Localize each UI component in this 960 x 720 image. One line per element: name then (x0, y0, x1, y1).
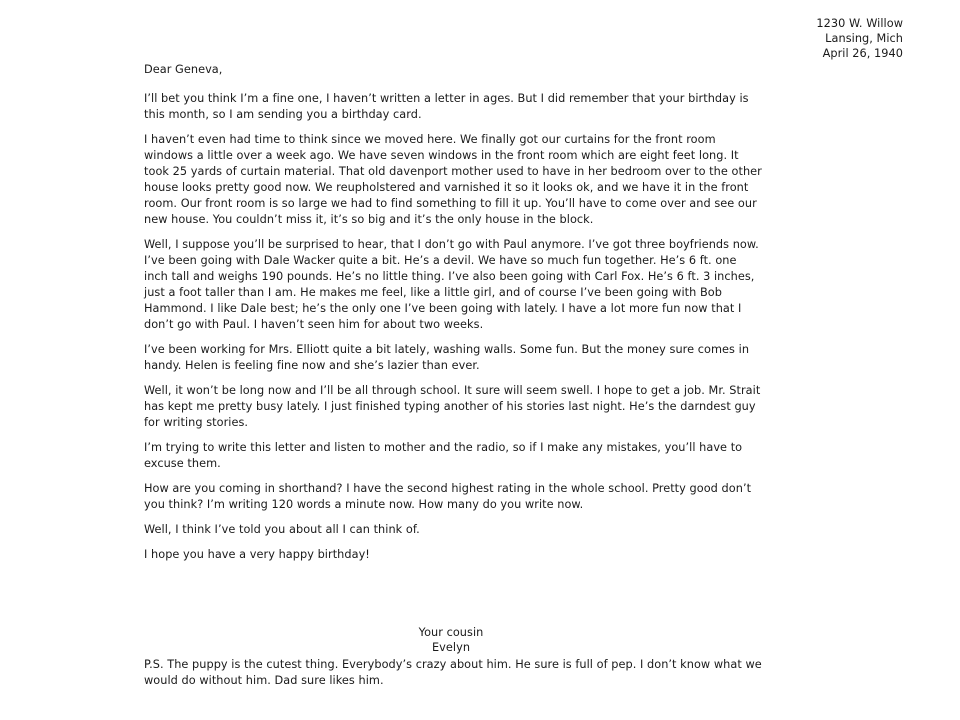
paragraph-school: Well, it won’t be long now and I’ll be all through school. It sure will seem swell. I hope to get a job. Mr. Strait has kept me pretty busy lately. I just finished typing another of his stories last night. He’s the darndest guy for writing stories. (144, 384, 761, 429)
paragraph-boyfriends: Well, I suppose you’ll be surprised to hear, that I don’t go with Paul anymore. I’ve got three boyfriends now. I’ve been going with Dale Wacker quite a bit. He’s a devil. We have so much fun together. He’s 6 ft. one inch tall and weighs 190 pounds. He’s no little thing. I’ve also been going with Carl Fox. He’s 6 ft. 3 inches, just a foot taller than I am. He makes me feel, like a little girl, and of course I’ve been going with Bob Hammond. I like Dale best; he’s the only one I’ve been going with lately. I have a lot more fun now that I don’t go with Paul. I haven’t seen him for about two weeks. (144, 238, 759, 331)
closing (414, 625, 488, 655)
sender-address (704, 16, 903, 61)
paragraph-birthday-wish: I hope you have a very happy birthday! (144, 548, 370, 561)
letter-date: April 26, 1940 (822, 47, 903, 60)
address-street: 1230 W. Willow (816, 17, 903, 30)
postscript: P.S. The puppy is the cutest thing. Everybody’s crazy about him. He sure is full of pep. I don’t know what we would do without him. Dad sure likes him. (144, 658, 762, 687)
address-city: Lansing, Mich (825, 32, 903, 45)
signature: Evelyn (431, 641, 471, 654)
paragraph-work: I’ve been working for Mrs. Elliott quite a bit lately, washing walls. Some fun. But the money sure comes in handy. Helen is feeling fine now and she’s lazier than ever. (144, 343, 750, 372)
paragraph-birthday-card: I’ll bet you think I’m a fine one, I haven’t written a letter in ages. But I did remember that your birthday is this month, so I am sending you a birthday card. (144, 92, 749, 121)
paragraph-radio: I’m trying to write this letter and listen to mother and the radio, so if I make any mistakes, you’ll have to excuse them. (144, 441, 743, 470)
paragraph-shorthand: How are you coming in shorthand? I have the second highest rating in the whole school. Pretty good don’t you think? I’m writing 120 words a minute now. How many do you write now. (144, 482, 752, 511)
letter-body (144, 91, 762, 572)
paragraph-wrap-up: Well, I think I’ve told you about all I can think of. (144, 523, 420, 536)
closing-line: Your cousin (418, 626, 484, 639)
paragraph-new-house: I haven’t even had time to think since we moved here. We finally got our curtains for the front room windows a little over a week ago. We have seven windows in the front room which are eight feet long. It took 25 yards of curtain material. That old davenport mother used to have in her bedroom over to the other house looks pretty good now. We reupholstered and varnished it so it looks ok, and we have it in the front room. Our front room is so large we had to find something to fill it up. You’ll have to come over and see our new house. You couldn’t miss it, it’s so big and it’s the only house in the block. (144, 133, 762, 226)
salutation: Dear Geneva, (144, 63, 223, 76)
